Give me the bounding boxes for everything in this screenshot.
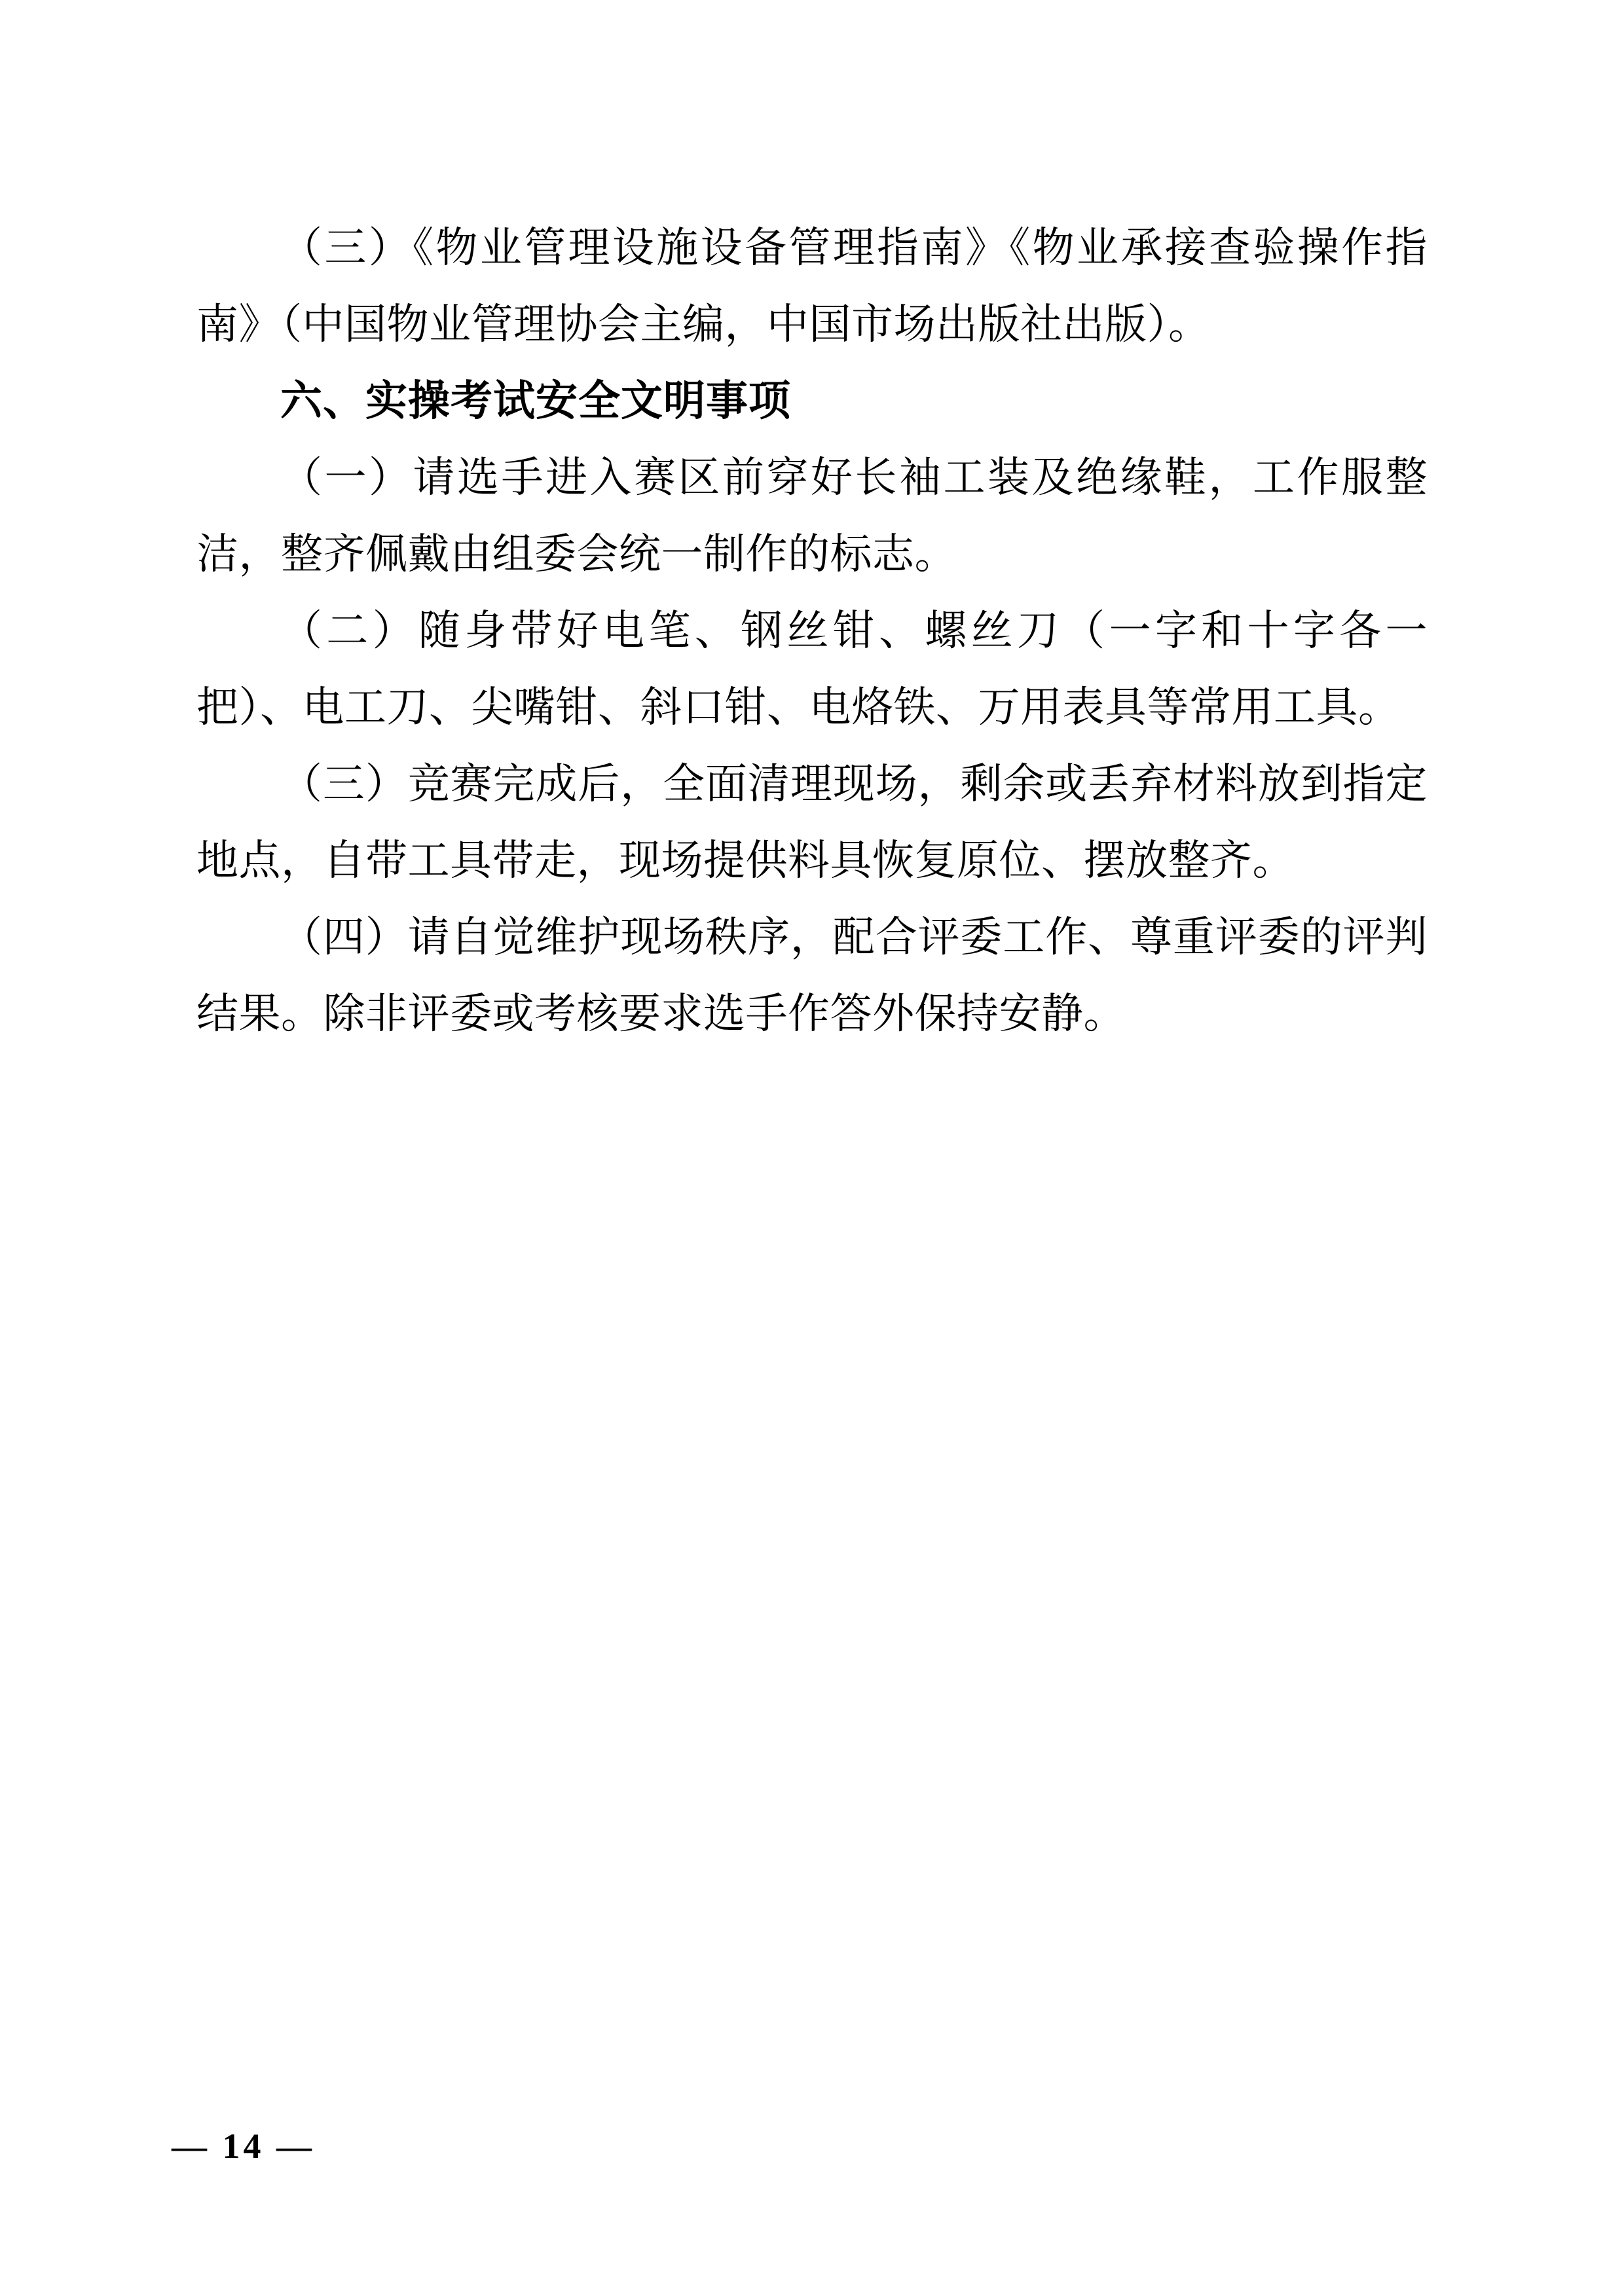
document-body — [196, 210, 1428, 1052]
paragraph-reference-item-3: （三）《物业管理设施设备管理指南》《物业承接查验操作指南》（中国物业管理协会主编，中国市场出版社出版）。 — [196, 225, 1428, 348]
paragraph-safety-item-2: （二）随身带好电笔、钢丝钳、螺丝刀（一字和十字各一把）、电工刀、尖嘴钳、斜口钳、电烙铁、万用表具等常用工具。 — [196, 608, 1428, 731]
paragraph-safety-item-4: （四）请自觉维护现场秩序，配合评委工作、尊重评委的评判结果。除非评委或考核要求选手作答外保持安静。 — [196, 914, 1428, 1037]
paragraph-safety-item-3: （三）竞赛完成后，全面清理现场，剩余或丢弃材料放到指定地点，自带工具带走，现场提供料具恢复原位、摆放整齐。 — [196, 761, 1428, 884]
page-number: — 14 — — [172, 2126, 315, 2166]
section-heading-6: 六、实操考试安全文明事项 — [280, 377, 791, 424]
paragraph-safety-item-1: （一）请选手进入赛区前穿好长袖工装及绝缘鞋，工作服整洁，整齐佩戴由组委会统一制作的标志。 — [196, 454, 1428, 577]
